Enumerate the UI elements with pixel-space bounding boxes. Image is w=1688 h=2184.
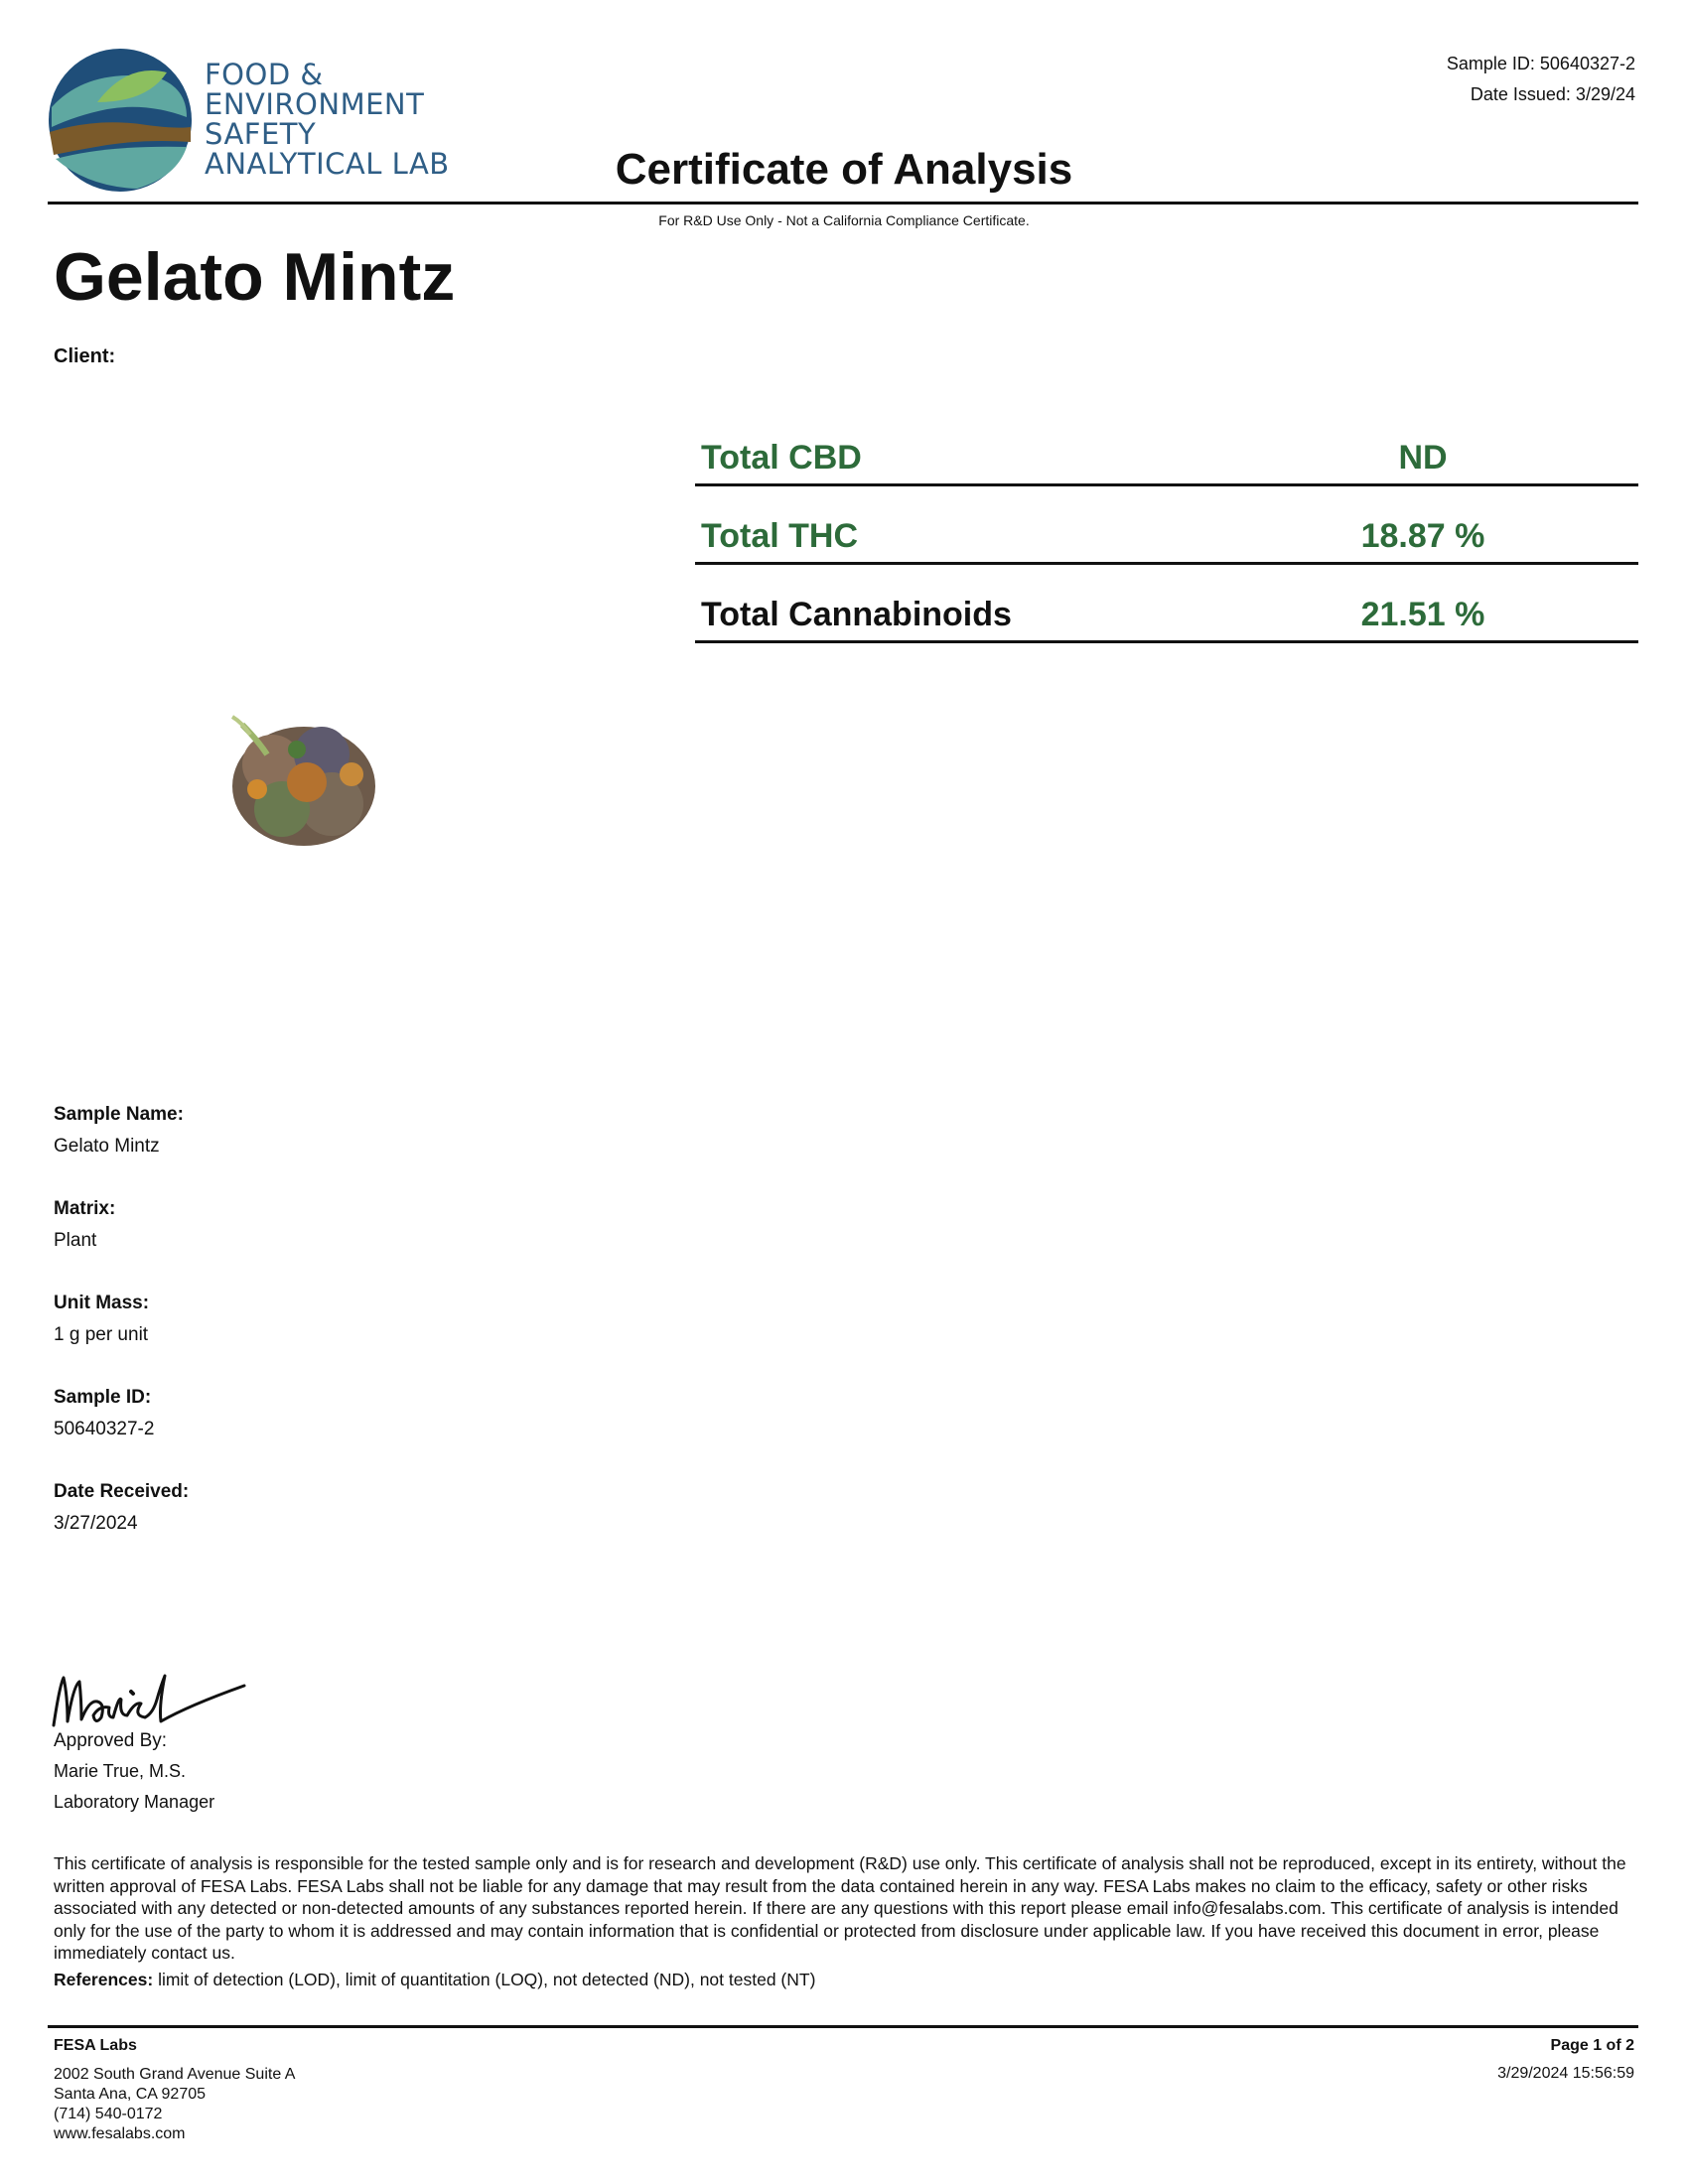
logo-text-line: FOOD & [205,58,324,91]
product-photo [212,695,387,864]
client-label: Client: [54,345,116,367]
summary-label: Total Cannabinoids [701,596,1012,633]
logo-text-line: ANALYTICAL LAB [205,147,450,181]
unit-mass-label: Unit Mass: [54,1293,150,1313]
signature [50,1656,248,1735]
footer-company-name: FESA Labs [54,2037,137,2054]
footer-address-line: Santa Ana, CA 92705 [54,2086,207,2103]
unit-mass-value: 1 g per unit [54,1324,149,1345]
sample-id-label: Sample ID: [54,1387,152,1408]
date-received-value: 3/27/2024 [54,1513,138,1534]
summary-row-total-cannabinoids [695,563,1638,643]
product-name-heading: Gelato Mintz [54,239,456,315]
header-divider [48,202,1638,205]
footer-address-line: 2002 South Grand Avenue Suite A [54,2066,296,2083]
summary-row-total-cbd [695,406,1638,486]
date-received-label: Date Received: [54,1481,190,1502]
summary-row-total-thc [695,484,1638,565]
header-sample-id: Sample ID: 50640327-2 [1446,54,1635,73]
sample-id-value: 50640327-2 [54,1419,155,1439]
references-text: limit of detection (LOD), limit of quantitation (LOQ), not detected (ND), not tested (NT) [153,1970,816,1989]
logo-text-line: ENVIRONMENT [205,87,425,121]
header-date-issued: Date Issued: 3/29/24 [1470,84,1635,104]
legal-disclaimer: This certificate of analysis is responsible for the tested sample only and is for research and development (R&D) use only. This certificate of analysis shall not be reproduced, except in its entirety, without the written approval of FESA Labs. FESA Labs shall not be liable for any damage that may result from the data contained herein in any way. FESA Labs makes no claim to the efficacy, safety or other risks associated with any detected or non-detected amounts of any substances reported herein. If there are any questions with this report please email info@fesalabs.com. This certificate of analysis is intended only for the use of the party to whom it is addressed and may contain information that is confidential or protected from disclosure under applicable law. If you have received this document in error, please immediately contact us. [54,1853,1626,1963]
approver-title: Laboratory Manager [54,1792,215,1812]
approver-name: Marie True, M.S. [54,1761,187,1781]
summary-value: 21.51 % [1360,596,1485,633]
matrix-label: Matrix: [54,1198,116,1219]
logo-text-line: SAFETY [205,117,317,151]
document-title: Certificate of Analysis [615,145,1073,194]
references-line [54,1970,815,1990]
matrix-value: Plant [54,1230,97,1251]
footer-divider [48,2025,1638,2028]
page-number: Page 1 of 2 [1550,2037,1634,2054]
footer-website-link[interactable]: www.fesalabs.com [54,2125,186,2142]
summary-value: 18.87 % [1360,517,1485,555]
summary-label: Total CBD [701,439,862,477]
footer-phone: (714) 540-0172 [54,2106,163,2122]
summary-label: Total THC [701,517,859,555]
sample-name-label: Sample Name: [54,1104,184,1125]
references-label: References: [54,1970,154,1989]
footer-timestamp: 3/29/2024 15:56:59 [1497,2065,1634,2082]
summary-value: ND [1398,439,1448,477]
sample-name-value: Gelato Mintz [54,1136,160,1157]
compliance-disclaimer: For R&D Use Only - Not a California Compliance Certificate. [658,212,1030,228]
approved-by-label: Approved By: [54,1730,168,1751]
